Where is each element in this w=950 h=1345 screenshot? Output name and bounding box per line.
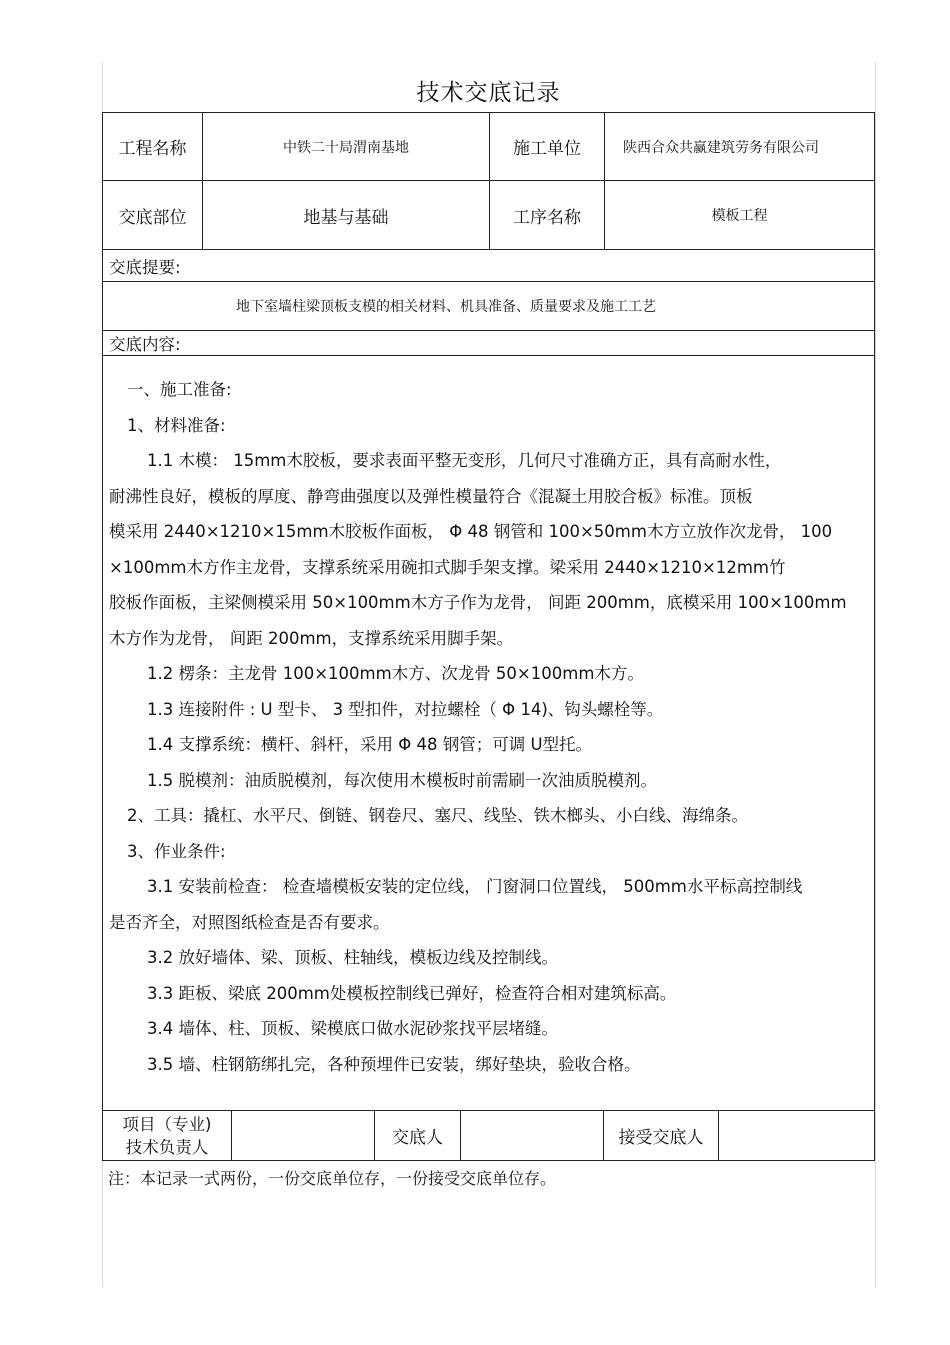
content-line: 1.1 木模： 15mm木胶板，要求表面平整无变形，几何尺寸准确方正，具有高耐水性，	[147, 451, 782, 470]
footnote: 注：本记录一式两份，一份交底单位存，一份接受交底单位存。	[108, 1169, 557, 1188]
process-value: 模板工程	[604, 181, 874, 249]
contractor-label: 施工单位	[489, 113, 604, 180]
content-line: 1.4 支撑系统：横杆、斜杆，采用 Φ 48 钢管；可调 U型托。	[147, 735, 593, 754]
project-name-label: 工程名称	[118, 139, 187, 159]
content-line: 3.5 墙、柱钢筋绑扎完，各种预埋件已安装，绑好垫块，验收合格。	[147, 1054, 641, 1074]
document-title: 技术交底记录	[416, 80, 561, 106]
disclosure-table	[102, 112, 875, 1161]
tech-lead-label-line-2: 技术负责人	[125, 1137, 209, 1157]
receiver-signature-field[interactable]	[718, 1111, 874, 1160]
content-line: 3.1 安装前检查： 检查墙模板安装的定位线， 门窗洞口位置线， 500mm水平标高控制线	[147, 877, 803, 896]
content-line: 3.3 距板、梁底 200mm处模板控制线已弹好，检查符合相对建筑标高。	[147, 983, 677, 1003]
content-label: 交底内容:	[109, 335, 181, 354]
content-line: 耐沸性良好，模板的厚度、静弯曲强度以及弹性模量符合《混凝土用胶合板》标准。顶板	[109, 486, 753, 506]
content-line: 是否齐全，对照图纸检查是否有要求。	[109, 912, 390, 932]
summary-label: 交底提要:	[109, 257, 181, 277]
summary-text-row	[102, 282, 875, 331]
summary-label-row	[102, 250, 875, 282]
process-label: 工序名称	[489, 181, 604, 249]
receiver-label: 接受交底人	[603, 1111, 718, 1160]
content-body	[102, 356, 875, 1111]
content-line: 1.3 连接附件 : U 型卡、 3 型扣件，对拉螺栓（ Φ 14)、钩头螺栓等。	[147, 699, 664, 719]
tech-lead-signature-field[interactable]	[231, 1111, 374, 1160]
discloser-label: 交底人	[374, 1111, 460, 1160]
project-name-value: 中铁二十局渭南基地	[202, 113, 489, 180]
content-line: 1.2 楞条：主龙骨 100×100mm木方、次龙骨 50×100mm木方。	[147, 664, 644, 683]
discloser-signature-field[interactable]	[460, 1111, 603, 1160]
content-line: 一、施工准备:	[127, 380, 232, 399]
content-line: 木方作为龙骨， 间距 200mm，支撑系统采用脚手架。	[109, 628, 514, 648]
section-value: 地基与基础	[202, 181, 489, 249]
summary-text: 地下室墙柱梁顶板支模的相关材料、机具准备、质量要求及施工工艺	[236, 299, 656, 315]
header-row-2	[102, 181, 875, 250]
header-row-1	[102, 113, 875, 181]
tech-lead-label-line-1: 项目（专业)	[122, 1114, 212, 1134]
content-line: ×100mm木方作主龙骨，支撑系统采用碗扣式脚手架支撑。梁采用 2440×1210×12mm竹	[109, 557, 786, 577]
content-line: 3.2 放好墙体、梁、顶板、柱轴线，模板边线及控制线。	[147, 948, 558, 967]
content-line: 胶板作面板，主梁侧模采用 50×100mm木方子作为龙骨， 间距 200mm，底模采用 100×100mm	[109, 593, 847, 612]
page-border-right	[875, 62, 876, 1287]
content-line: 3.4 墙体、柱、顶板、梁模底口做水泥砂浆找平层堵缝。	[147, 1019, 558, 1038]
content-label-row	[102, 331, 875, 356]
contractor-value: 陕西合众共赢建筑劳务有限公司	[604, 113, 874, 180]
content-line: 1.5 脱模剂：油质脱模剂，每次使用木模板时前需刷一次油质脱模剂。	[147, 770, 657, 790]
tech-lead-label	[103, 1111, 231, 1160]
content-line: 2、工具：撬杠、水平尺、倒链、钢卷尺、塞尺、线坠、铁木榔头、小白线、海绵条。	[127, 806, 748, 825]
section-label: 交底部位	[118, 207, 187, 228]
signature-row	[102, 1111, 875, 1161]
content-line: 3、作业条件:	[127, 841, 226, 861]
content-line: 1、材料准备:	[127, 415, 226, 435]
content-line: 模采用 2440×1210×15mm木胶板作面板， Φ 48 钢管和 100×50mm木方立放作次龙骨， 100	[109, 522, 833, 541]
